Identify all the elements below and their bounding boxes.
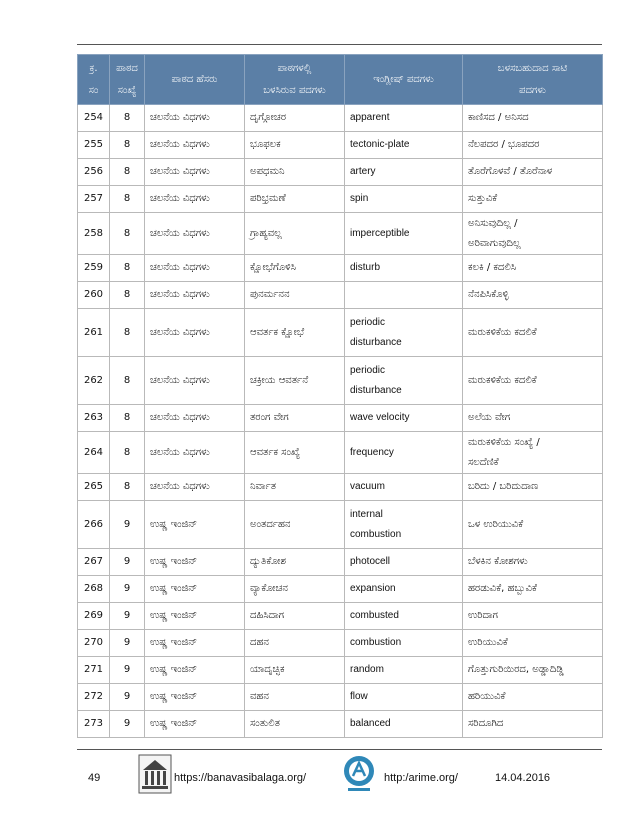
table-row: [78, 549, 603, 576]
banavasi-link[interactable]: https://banavasibalaga.org/: [174, 772, 307, 784]
cell-serial: 262: [78, 357, 110, 405]
cell-lesson-number: 9: [110, 684, 145, 711]
cell-lesson-name: ಚಲನೆಯ ವಿಧಗಳು: [145, 159, 245, 186]
cell-serial: 265: [78, 474, 110, 501]
header-lesson-words: ಪಾಠಗಳಲ್ಲಿ ಬಳಸಿರುವ ಪದಗಳು: [245, 55, 345, 105]
cell-lesson-number: 8: [110, 405, 145, 432]
glossary-table: [77, 54, 603, 738]
cell-lesson-name: ಚಲನೆಯ ವಿಧಗಳು: [145, 213, 245, 255]
cell-equivalent: ಗೊತ್ತುಗುರಿಯಿರದ, ಅಡ್ಡಾದಿಡ್ಡಿ: [463, 657, 603, 684]
page-number: 49: [88, 772, 101, 784]
cell-lesson-number: 8: [110, 255, 145, 282]
table-row: [78, 357, 603, 405]
cell-word: ದಹಿಸಿದಾಗ: [245, 603, 345, 630]
cell-lesson-name: ಉಷ್ಣ ಇಂಜಿನ್: [145, 684, 245, 711]
cell-lesson-name: ಚಲನೆಯ ವಿಧಗಳು: [145, 105, 245, 132]
cell-lesson-number: 9: [110, 576, 145, 603]
cell-word: ಆವರ್ತಕ ಕ್ಷೋಭೆ: [245, 309, 345, 357]
table-row: [78, 309, 603, 357]
cell-english: combusted: [345, 603, 463, 630]
cell-equivalent: ಅಲೆಯ ವೇಗ: [463, 405, 603, 432]
arime-logo-icon: [342, 754, 376, 794]
cell-english: internal combustion: [345, 501, 463, 549]
table-row: [78, 186, 603, 213]
cell-english: [345, 282, 463, 309]
cell-english: tectonic-plate: [345, 132, 463, 159]
cell-lesson-number: 8: [110, 186, 145, 213]
cell-lesson-number: 8: [110, 105, 145, 132]
cell-lesson-number: 8: [110, 357, 145, 405]
cell-english: wave velocity: [345, 405, 463, 432]
cell-lesson-name: ಉಷ್ಣ ಇಂಜಿನ್: [145, 630, 245, 657]
cell-lesson-number: 9: [110, 501, 145, 549]
cell-equivalent: ಕಲಕಿ / ಕದಲಿಸಿ: [463, 255, 603, 282]
cell-lesson-name: ಉಷ್ಣ ಇಂಜಿನ್: [145, 657, 245, 684]
cell-serial: 273: [78, 711, 110, 738]
table-row: [78, 711, 603, 738]
cell-word: ಭೂಫಲಕ: [245, 132, 345, 159]
cell-english: combustion: [345, 630, 463, 657]
cell-lesson-name: ಉಷ್ಣ ಇಂಜಿನ್: [145, 501, 245, 549]
header-lesson-number: ಪಾಠದ ಸಂಖ್ಯೆ: [110, 55, 145, 105]
cell-english: flow: [345, 684, 463, 711]
table-row: [78, 105, 603, 132]
cell-word: ಅಪಧಮನಿ: [245, 159, 345, 186]
cell-serial: 267: [78, 549, 110, 576]
bottom-rule: [77, 749, 602, 750]
table-row: [78, 159, 603, 186]
cell-equivalent: ಹರಡುವಿಕೆ, ಹಬ್ಬುವಿಕೆ: [463, 576, 603, 603]
cell-word: ಚಕ್ರೀಯ ಆವರ್ತನೆ: [245, 357, 345, 405]
cell-word: ತರಂಗ ವೇಗ: [245, 405, 345, 432]
cell-lesson-number: 9: [110, 630, 145, 657]
cell-lesson-number: 9: [110, 711, 145, 738]
cell-serial: 259: [78, 255, 110, 282]
cell-word: ವ್ಯಾಕೋಚನ: [245, 576, 345, 603]
cell-equivalent: ತೊರೆಗೊಳವೆ / ತೊರೆನಾಳ: [463, 159, 603, 186]
cell-serial: 268: [78, 576, 110, 603]
cell-serial: 269: [78, 603, 110, 630]
cell-word: ವಹನ: [245, 684, 345, 711]
cell-equivalent: ನೆಲಪದರ / ಭೂಪದರ: [463, 132, 603, 159]
cell-word: ಪುನರ್ಮನನ: [245, 282, 345, 309]
cell-serial: 256: [78, 159, 110, 186]
table-row: [78, 501, 603, 549]
header-serial: ಕ್ರ. ಸಂ: [78, 55, 110, 105]
cell-english: imperceptible: [345, 213, 463, 255]
cell-equivalent: ಅನಿಸುವುದಿಲ್ಲ / ಅರಿವಾಗುವುದಿಲ್ಲ: [463, 213, 603, 255]
cell-word: ಅಂತರ್ದಹನ: [245, 501, 345, 549]
cell-serial: 266: [78, 501, 110, 549]
cell-lesson-number: 9: [110, 603, 145, 630]
cell-equivalent: ಹರಿಯುವಿಕೆ: [463, 684, 603, 711]
cell-serial: 263: [78, 405, 110, 432]
cell-equivalent: ಉರಿಯುವಿಕೆ: [463, 630, 603, 657]
cell-english: disturb: [345, 255, 463, 282]
cell-equivalent: ಕಾಣಿಸದ / ಅನಿಸದ: [463, 105, 603, 132]
table-row: [78, 132, 603, 159]
cell-english: random: [345, 657, 463, 684]
cell-lesson-number: 8: [110, 132, 145, 159]
cell-lesson-number: 8: [110, 159, 145, 186]
cell-lesson-name: ಚಲನೆಯ ವಿಧಗಳು: [145, 405, 245, 432]
cell-equivalent: ಬರಿದು / ಬರಿದುದಾಣ: [463, 474, 603, 501]
cell-equivalent: ಮರುಕಳಿಕೆಯ ಸಂಖ್ಯೆ / ಸಲದೆಣಿಕೆ: [463, 432, 603, 474]
table-row: [78, 657, 603, 684]
cell-serial: 270: [78, 630, 110, 657]
cell-english: apparent: [345, 105, 463, 132]
banavasi-balaga-logo-icon: [138, 754, 172, 794]
cell-lesson-name: ಚಲನೆಯ ವಿಧಗಳು: [145, 186, 245, 213]
cell-equivalent: ಸುತ್ತುವಿಕೆ: [463, 186, 603, 213]
cell-word: ಗ್ರಾಹ್ಯವಲ್ಲ: [245, 213, 345, 255]
cell-lesson-name: ಉಷ್ಣ ಇಂಜಿನ್: [145, 711, 245, 738]
cell-lesson-name: ಚಲನೆಯ ವಿಧಗಳು: [145, 357, 245, 405]
cell-english: periodic disturbance: [345, 357, 463, 405]
table-header: [78, 55, 603, 105]
top-rule: [77, 44, 602, 45]
cell-serial: 257: [78, 186, 110, 213]
cell-serial: 271: [78, 657, 110, 684]
cell-equivalent: ಸರಿದೂಗಿದ: [463, 711, 603, 738]
cell-equivalent: ಮರುಕಳಿಕೆಯ ಕದಲಿಕೆ: [463, 357, 603, 405]
cell-lesson-number: 9: [110, 549, 145, 576]
cell-word: ಕ್ಷೋಭೆಗೊಳಿಸಿ: [245, 255, 345, 282]
cell-lesson-number: 8: [110, 474, 145, 501]
cell-english: spin: [345, 186, 463, 213]
cell-serial: 272: [78, 684, 110, 711]
cell-word: ದಹನ: [245, 630, 345, 657]
cell-lesson-number: 9: [110, 657, 145, 684]
cell-lesson-number: 8: [110, 213, 145, 255]
cell-lesson-name: ಚಲನೆಯ ವಿಧಗಳು: [145, 432, 245, 474]
table-row: [78, 474, 603, 501]
cell-word: ದೃಗ್ಗೋಚರ: [245, 105, 345, 132]
table-row: [78, 405, 603, 432]
cell-lesson-name: ಚಲನೆಯ ವಿಧಗಳು: [145, 132, 245, 159]
table-row: [78, 684, 603, 711]
header-lesson-name: ಪಾಠದ ಹೆಸರು: [145, 55, 245, 105]
cell-lesson-name: ಉಷ್ಣ ಇಂಜಿನ್: [145, 576, 245, 603]
cell-equivalent: ಬೆಳಕಿನ ಕೋಶಗಳು: [463, 549, 603, 576]
table-body: [78, 105, 603, 738]
cell-word: ಆವರ್ತಕ ಸಂಖ್ಯೆ: [245, 432, 345, 474]
cell-english: expansion: [345, 576, 463, 603]
cell-word: ಯಾದೃಚ್ಛಿಕ: [245, 657, 345, 684]
footer-date: 14.04.2016: [495, 772, 551, 784]
cell-english: periodic disturbance: [345, 309, 463, 357]
table-row: [78, 603, 603, 630]
table-row: [78, 255, 603, 282]
cell-english: balanced: [345, 711, 463, 738]
cell-lesson-number: 8: [110, 282, 145, 309]
cell-word: ಪರಿಭ್ರಮಣೆ: [245, 186, 345, 213]
table-row: [78, 576, 603, 603]
cell-lesson-name: ಚಲನೆಯ ವಿಧಗಳು: [145, 474, 245, 501]
cell-word: ಸಂತುಲಿತ: [245, 711, 345, 738]
table-row: [78, 213, 603, 255]
cell-english: vacuum: [345, 474, 463, 501]
cell-lesson-name: ಉಷ್ಣ ಇಂಜಿನ್: [145, 549, 245, 576]
table-row: [78, 432, 603, 474]
cell-serial: 260: [78, 282, 110, 309]
cell-serial: 261: [78, 309, 110, 357]
cell-english: frequency: [345, 432, 463, 474]
cell-lesson-name: ಚಲನೆಯ ವಿಧಗಳು: [145, 282, 245, 309]
header-equivalent-words: ಬಳಸಬಹುದಾದ ಸಾಟಿ ಪದಗಳು: [463, 55, 603, 105]
cell-lesson-name: ಚಲನೆಯ ವಿಧಗಳು: [145, 255, 245, 282]
cell-equivalent: ಉರಿದಾಗ: [463, 603, 603, 630]
cell-equivalent: ನೆನಪಿಸಿಕೊಳ್ಳಿ: [463, 282, 603, 309]
cell-word: ದ್ಯುತಿಕೋಶ: [245, 549, 345, 576]
cell-lesson-number: 8: [110, 309, 145, 357]
cell-word: ನಿರ್ವಾತ: [245, 474, 345, 501]
cell-equivalent: ಮರುಕಳಿಕೆಯ ಕದಲಿಕೆ: [463, 309, 603, 357]
table-row: [78, 282, 603, 309]
cell-english: artery: [345, 159, 463, 186]
cell-english: photocell: [345, 549, 463, 576]
cell-lesson-name: ಚಲನೆಯ ವಿಧಗಳು: [145, 309, 245, 357]
cell-equivalent: ಒಳ ಉರಿಯುವಿಕೆ: [463, 501, 603, 549]
cell-lesson-name: ಉಷ್ಣ ಇಂಜಿನ್: [145, 603, 245, 630]
arime-link[interactable]: http:/arime.org/: [384, 772, 458, 784]
cell-serial: 264: [78, 432, 110, 474]
table-row: [78, 630, 603, 657]
cell-serial: 258: [78, 213, 110, 255]
cell-serial: 254: [78, 105, 110, 132]
cell-serial: 255: [78, 132, 110, 159]
header-english-words: ಇಂಗ್ಲೀಷ್ ಪದಗಳು: [345, 55, 463, 105]
cell-lesson-number: 8: [110, 432, 145, 474]
